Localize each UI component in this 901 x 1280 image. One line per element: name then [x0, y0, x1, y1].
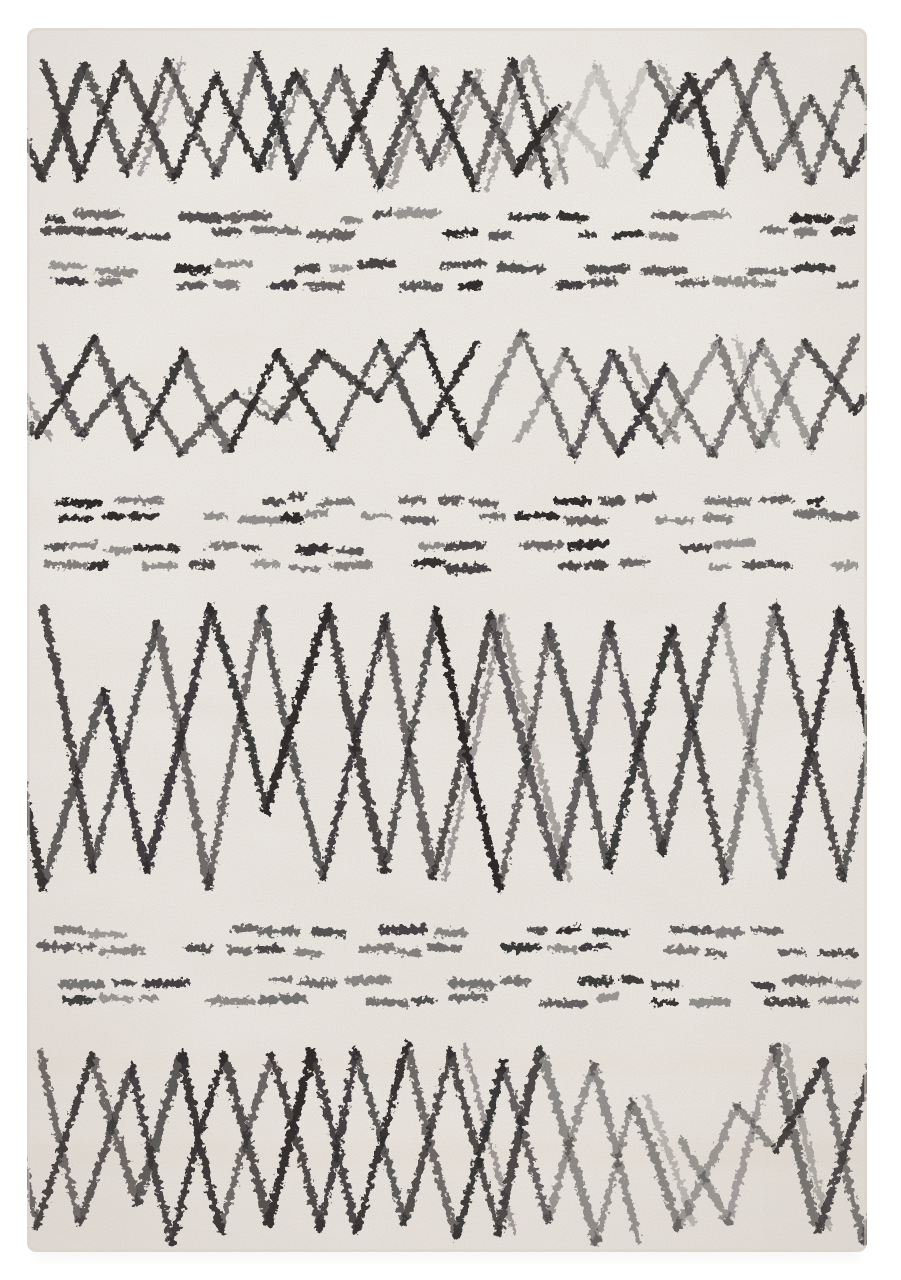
rug: [0, 28, 901, 1252]
rug-vignette: [27, 28, 867, 1252]
